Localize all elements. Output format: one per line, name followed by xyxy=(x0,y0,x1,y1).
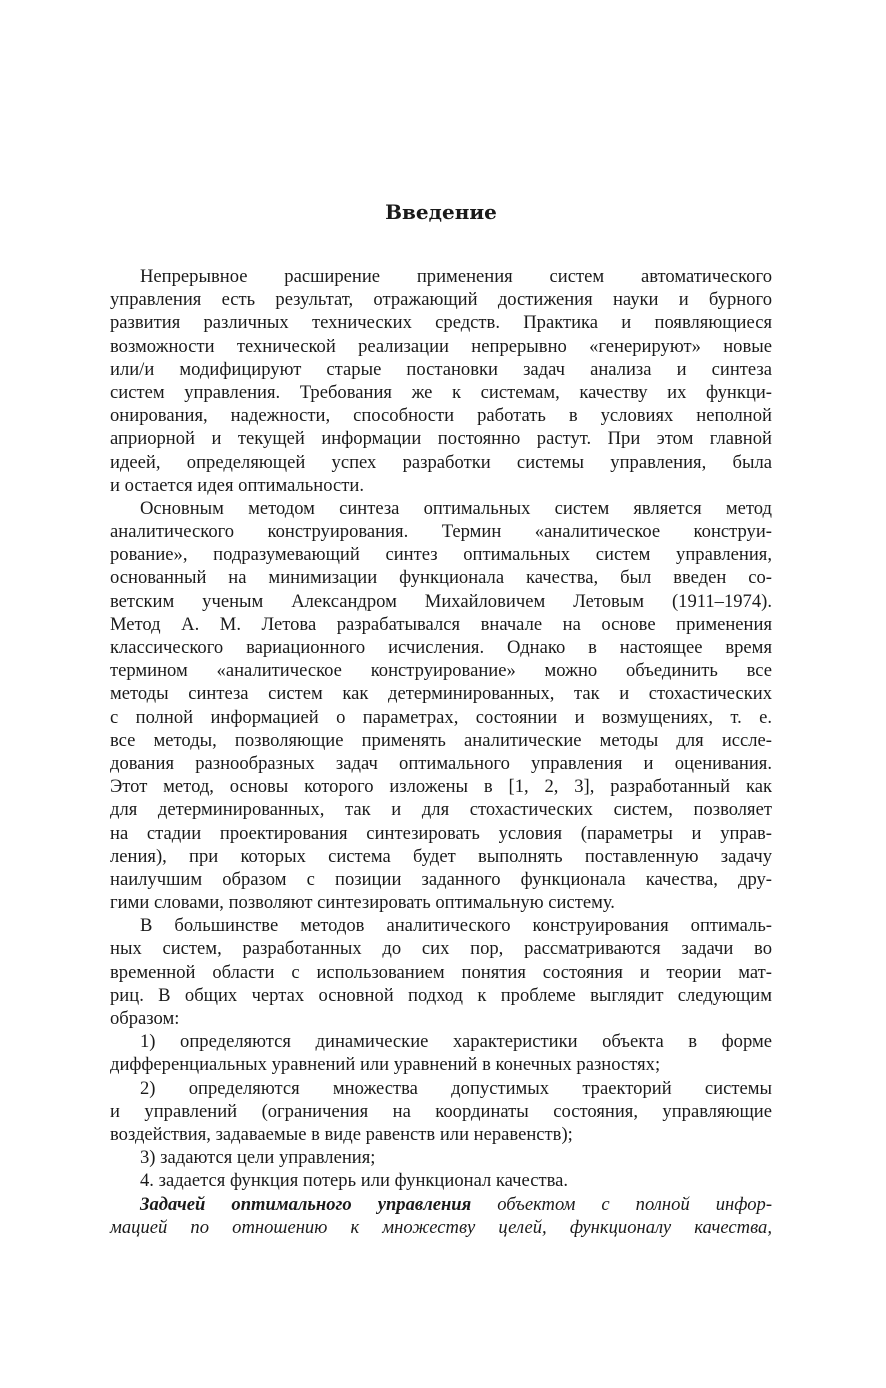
text-line: аналитического конструирования. Термин «аналитическое конструи- xyxy=(110,521,772,543)
text-line: 4. задается функция потерь или функционал качества. xyxy=(140,1170,569,1192)
text-line: ления), при которых система будет выполнять поставленную задачу xyxy=(110,845,772,867)
text-line: идеей, определяющей успех разработки системы управления, была xyxy=(110,451,772,473)
body-text xyxy=(110,265,772,1239)
text-line: риц. В общих чертах основной подход к проблеме выглядит следующим xyxy=(110,984,772,1006)
text-line: образом: xyxy=(110,1008,180,1029)
text-line: методы синтеза систем как детерминированных, так и стохастических xyxy=(110,683,772,705)
definition-line-1 xyxy=(110,1193,772,1216)
definition-term: Задачей оптимального управления xyxy=(140,1193,472,1215)
definition-line-2: мацией по отношению к множеству целей, функционалу качества, xyxy=(110,1216,772,1238)
text-line: рование», подразумевающий синтез оптимальных систем управления, xyxy=(110,544,772,566)
text-line: ных систем, разработанных до сих пор, рассматриваются задачи во xyxy=(110,938,772,960)
text-line: Этот метод, основы которого изложены в [1, 2, 3], разработанный как xyxy=(110,776,772,798)
text-line: априорной и текущей информации постоянно растут. При этом главной xyxy=(110,428,772,450)
text-line: возможности технической реализации непрерывно «генерируют» новые xyxy=(110,335,772,357)
text-line: наилучшим образом с позиции заданного функционала качества, дру- xyxy=(110,868,772,890)
text-line: и управлений (ограничения на координаты состояния, управляющие xyxy=(110,1100,772,1122)
text-line: В большинстве методов аналитического конструирования оптималь- xyxy=(140,915,772,937)
text-line: все методы, позволяющие применять аналитические методы для иссле- xyxy=(110,729,772,751)
text-line: и остается идея оптимальности. xyxy=(110,474,364,496)
text-line: развития различных технических средств. Практика и появляющиеся xyxy=(110,312,772,334)
text-line: 3) задаются цели управления; xyxy=(140,1147,376,1169)
text-line: на стадии проектирования синтезировать условия (параметры и управ- xyxy=(110,822,772,844)
definition-text: объектом с полной инфор- xyxy=(471,1193,773,1215)
text-line: Метод А. М. Летова разрабатывался вначале на основе применения xyxy=(110,613,772,635)
text-line: дования разнообразных задач оптимального управления и оценивания. xyxy=(110,752,772,774)
text-line: с полной информацией о параметрах, состоянии и возмущениях, т. е. xyxy=(110,706,772,728)
text-line: 2) определяются множества допустимых траекторий системы xyxy=(140,1077,772,1099)
chapter-title: Введение xyxy=(385,200,497,224)
text-line: Непрерывное расширение применения систем автоматического xyxy=(140,266,772,287)
text-line: Основным методом синтеза оптимальных систем является метод xyxy=(140,497,772,519)
text-line: воздействия, задаваемые в виде равенств или неравенств); xyxy=(110,1123,573,1145)
text-line: классического вариационного исчисления. Однако в настоящее время xyxy=(110,637,772,658)
text-line: онирования, надежности, способности работать в условиях неполной xyxy=(110,405,772,427)
text-line: дифференциальных уравнений или уравнений в конечных разностях; xyxy=(110,1054,661,1076)
text-line: временной области с использованием понятия состояния и теории мат- xyxy=(110,961,772,983)
text-line: гими словами, позволяют синтезировать оптимальную систему. xyxy=(110,892,615,914)
text-line: систем управления. Требования же к системам, качеству их функци- xyxy=(110,381,772,403)
text-line: или/и модифицируют старые постановки задач анализа и синтеза xyxy=(110,358,772,380)
text-line: термином «аналитическое конструирование» можно объединить все xyxy=(110,660,772,682)
text-line: ветским ученым Александром Михайловичем Летовым (1911–1974). xyxy=(110,590,772,612)
text-line: 1) определяются динамические характеристики объекта в форме xyxy=(140,1031,772,1053)
lines-container xyxy=(110,265,772,1193)
text-line: управления есть результат, отражающий достижения науки и бурного xyxy=(110,289,772,311)
text-line: для детерминированных, так и для стохастических систем, позволяет xyxy=(110,799,772,821)
text-line: основанный на минимизации функционала качества, был введен со- xyxy=(110,567,772,589)
